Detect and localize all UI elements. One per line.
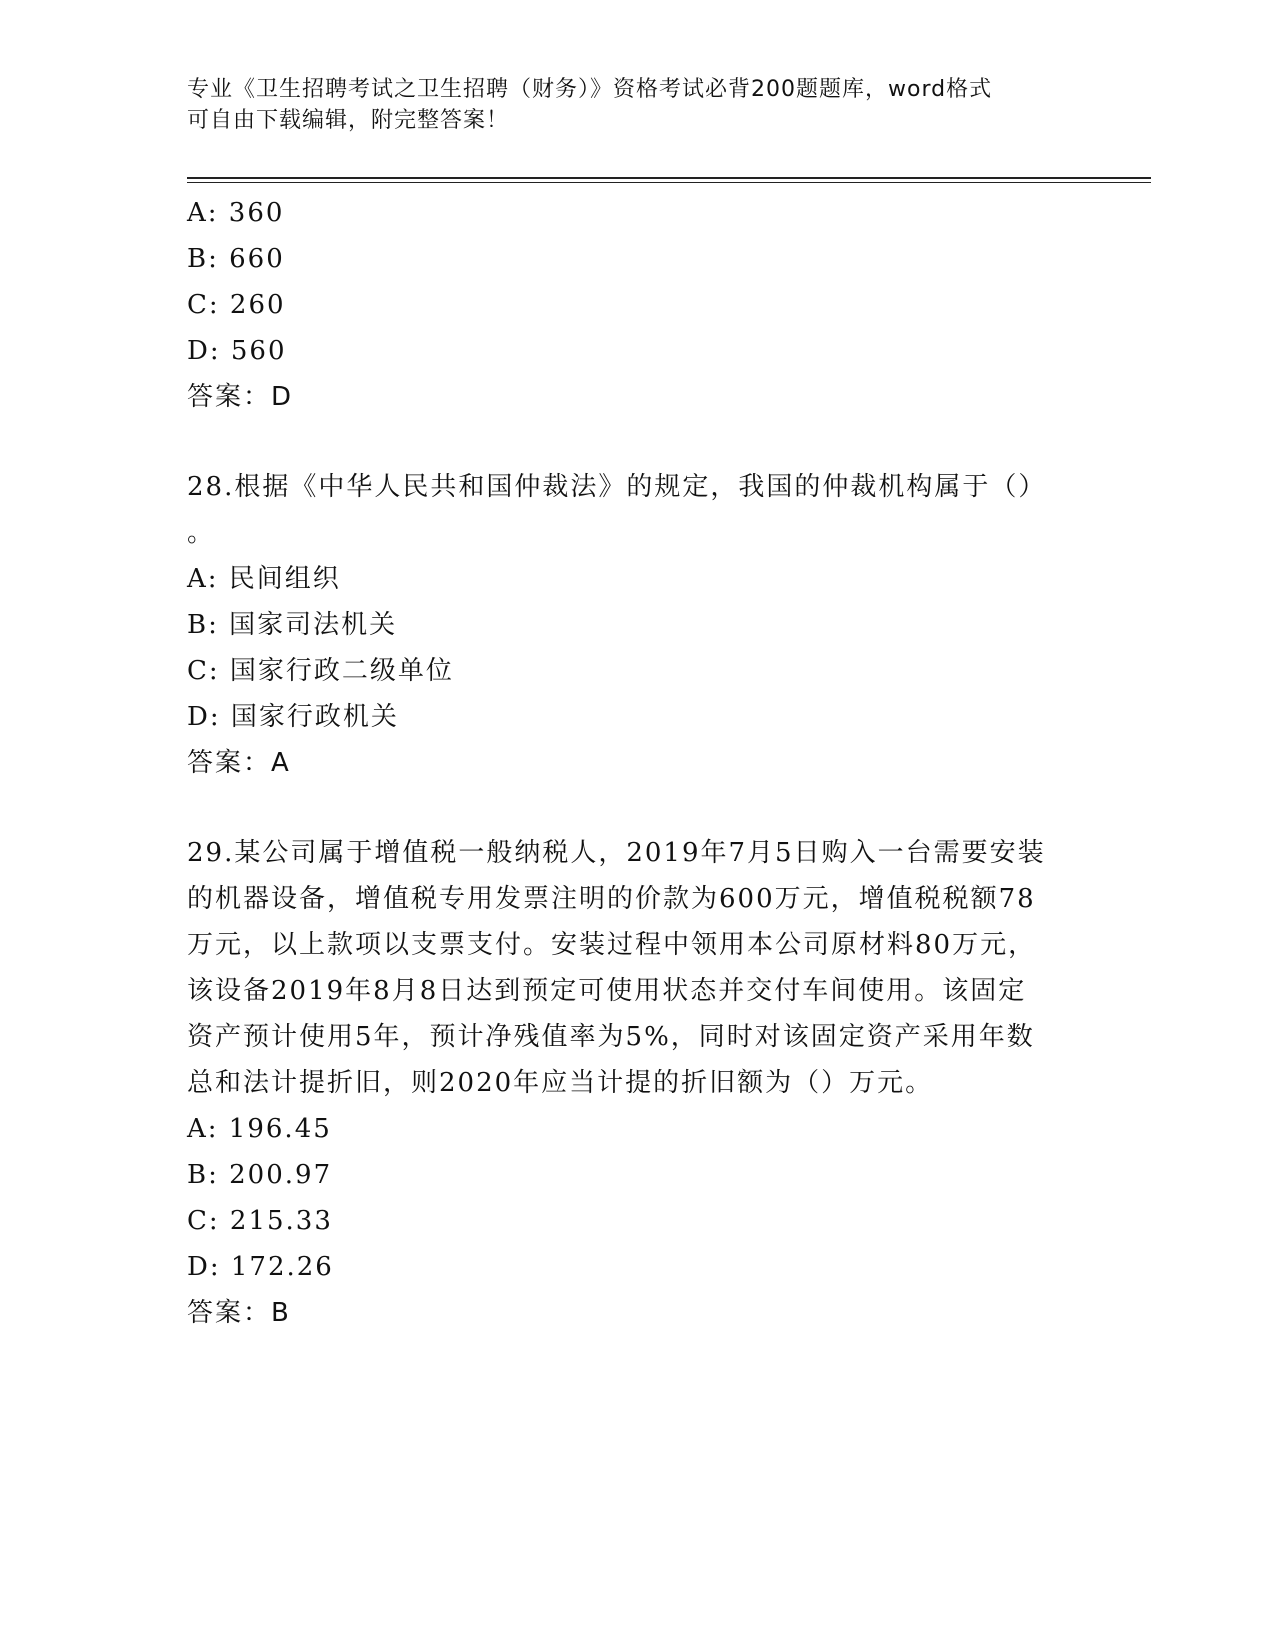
question-29 bbox=[187, 830, 1087, 1336]
answer: 答案：B bbox=[187, 1298, 291, 1328]
header-divider-thin bbox=[187, 182, 1151, 183]
option-a: A: 民间组织 bbox=[187, 564, 341, 594]
spacer bbox=[187, 786, 1087, 830]
answer: 答案：A bbox=[187, 748, 291, 778]
option-d: D: 172.26 bbox=[187, 1252, 334, 1282]
option-a: A: 360 bbox=[187, 198, 285, 228]
option-c: C: 国家行政二级单位 bbox=[187, 656, 454, 686]
header-title-line-2: 可自由下载编辑，附完整答案！ bbox=[187, 108, 510, 133]
question-text-line: 。 bbox=[187, 518, 216, 548]
option-b: B: 200.97 bbox=[187, 1160, 333, 1190]
question-text-line: 资产预计使用5年，预计净残值率为5%，同时对该固定资产采用年数 bbox=[187, 1022, 1035, 1052]
document-header bbox=[187, 74, 1057, 136]
question-text-line: 28.根据《中华人民共和国仲裁法》的规定，我国的仲裁机构属于（） bbox=[187, 472, 1047, 502]
answer: 答案：D bbox=[187, 382, 294, 412]
option-c: C: 260 bbox=[187, 290, 286, 320]
option-a: A: 196.45 bbox=[187, 1114, 332, 1144]
header-title-line-1: 专业《卫生招聘考试之卫生招聘（财务）》资格考试必背200题题库，word格式 bbox=[187, 77, 993, 102]
option-c: C: 215.33 bbox=[187, 1206, 333, 1236]
question-28 bbox=[187, 464, 1087, 786]
question-text-line: 该设备2019年8月8日达到预定可使用状态并交付车间使用。该固定 bbox=[187, 976, 1027, 1006]
question-text-line: 万元，以上款项以支票支付。安装过程中领用本公司原材料80万元， bbox=[187, 930, 1037, 960]
question-text-line: 总和法计提折旧，则2020年应当计提的折旧额为（）万元。 bbox=[187, 1068, 934, 1098]
question-27 bbox=[187, 190, 1087, 420]
document-body bbox=[187, 190, 1087, 1336]
spacer bbox=[187, 420, 1087, 464]
question-text-line: 29.某公司属于增值税一般纳税人，2019年7月5日购入一台需要安装 bbox=[187, 838, 1046, 868]
option-d: D: 560 bbox=[187, 336, 287, 366]
option-b: B: 660 bbox=[187, 244, 285, 274]
question-text-line: 的机器设备，增值税专用发票注明的价款为600万元，增值税税额78 bbox=[187, 884, 1036, 914]
option-d: D: 国家行政机关 bbox=[187, 702, 399, 732]
option-b: B: 国家司法机关 bbox=[187, 610, 398, 640]
header-divider-thick bbox=[187, 177, 1151, 179]
